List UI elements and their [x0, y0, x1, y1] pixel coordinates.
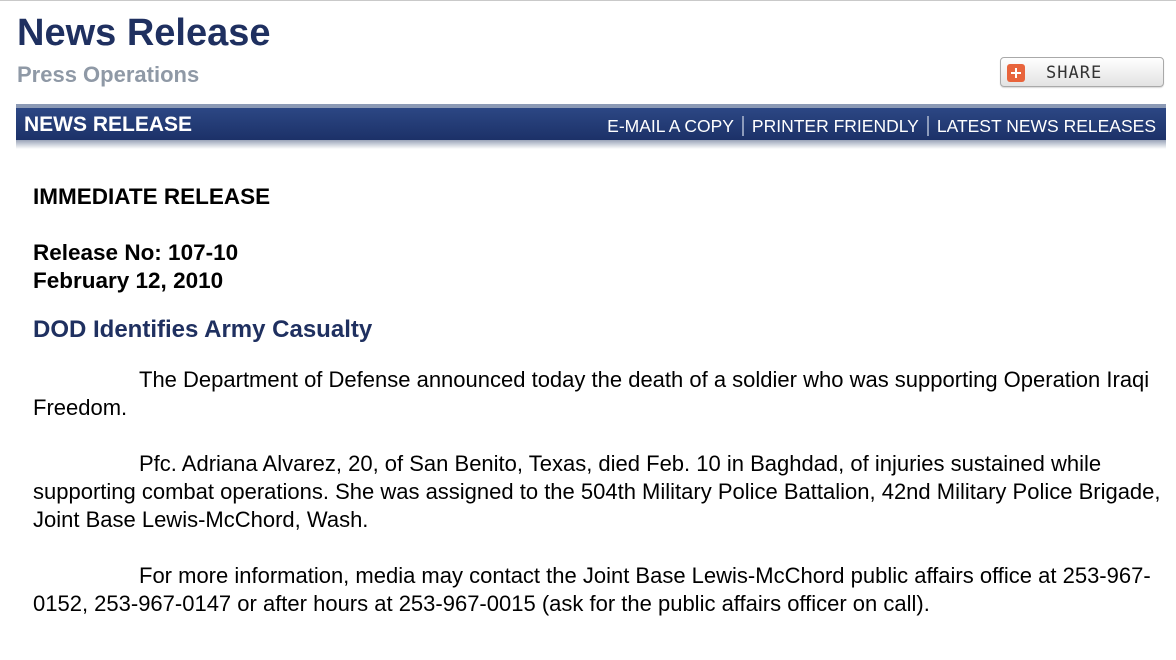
- release-date: February 12, 2010: [33, 268, 224, 293]
- share-button[interactable]: [1000, 57, 1164, 87]
- release-paragraph: Pfc. Adriana Alvarez, 20, of San Benito, Texas, died Feb. 10 in Baghdad, of injuries sustained while supporting combat operations. She was assigned to the 504th Military Police Battalion, 42nd Military Police Brigade, Joint Base Lewis-McChord, Wash.: [33, 451, 1161, 532]
- nav-bar: [16, 104, 1166, 140]
- release-type: IMMEDIATE RELEASE: [33, 184, 271, 209]
- page-subtitle: Press Operations: [17, 62, 200, 87]
- release-number: Release No: 107-10: [33, 240, 239, 265]
- top-divider: [0, 0, 1176, 1]
- release-paragraph: The Department of Defense announced today the death of a soldier who was supporting Operation Iraqi Freedom.: [33, 367, 1150, 420]
- release-paragraph: For more information, media may contact the Joint Base Lewis-McChord public affairs office at 253-967-0152, 253-967-0147 or after hours at 253-967-0015 (ask for the public affairs officer on call).: [33, 563, 1151, 616]
- plus-icon: [1007, 64, 1025, 82]
- nav-separator: [927, 116, 929, 136]
- page-title: News Release: [17, 12, 271, 54]
- email-copy-link[interactable]: E-MAIL A COPY: [607, 116, 734, 136]
- printer-friendly-link[interactable]: PRINTER FRIENDLY: [751, 116, 919, 136]
- nav-title: NEWS RELEASE: [24, 113, 193, 136]
- nav-links: [607, 115, 1156, 137]
- share-label: SHARE: [1046, 63, 1103, 83]
- release-headline: DOD Identifies Army Casualty: [33, 316, 373, 343]
- nav-separator: [742, 116, 744, 136]
- nav-bar-shadow: [16, 140, 1166, 149]
- latest-news-releases-link[interactable]: LATEST NEWS RELEASES: [936, 116, 1156, 136]
